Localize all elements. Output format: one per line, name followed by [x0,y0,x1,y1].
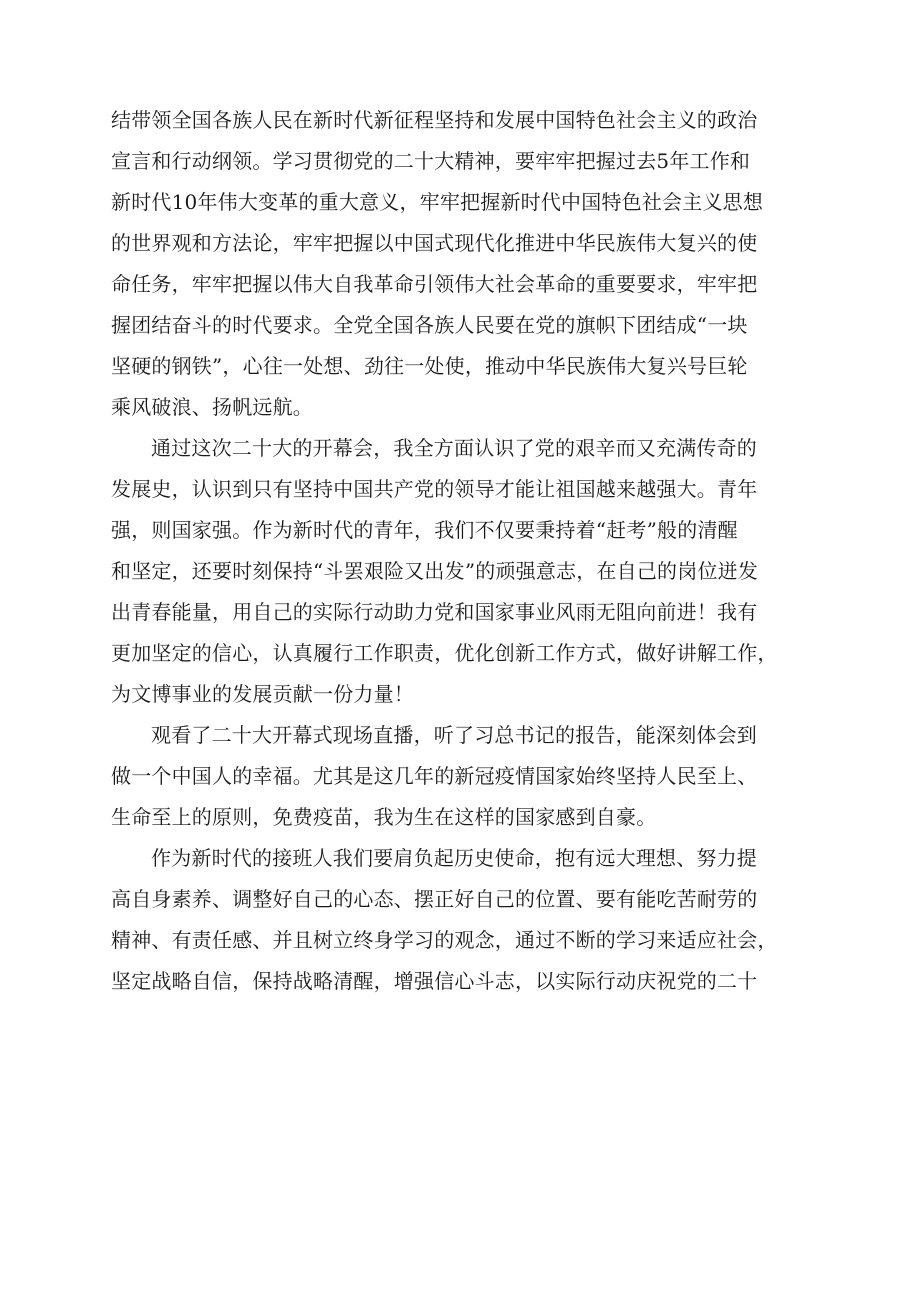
document-body [111,100,801,1002]
line: 坚硬的钢铁”，心往一处想、劲往一处使，推动中华民族伟大复兴号巨轮 [111,354,748,378]
line: 结带领全国各族人民在新时代新征程坚持和发展中国特色社会主义的政治 [111,108,758,132]
paragraph-1 [111,100,801,428]
paragraph-4 [111,838,801,1002]
line: 发展史，认识到只有坚持中国共产党的领导才能让祖国越来越强大。青年 [111,477,758,501]
paragraph-3 [111,715,801,838]
line: 坚定战略自信，保持战略清醒，增强信心斗志，以实际行动庆祝党的二十 [111,969,758,993]
line: 出青春能量，用自己的实际行动助力党和国家事业风雨无阻向前进！我有 [111,600,758,624]
line: 强，则国家强。作为新时代的青年，我们不仅要秉持着“赶考”般的清醒 [111,518,738,542]
line: 宣言和行动纲领。学习贯彻党的二十大精神，要牢牢把握过去5年工作和 [111,149,751,173]
line: 生命至上的原则，免费疫苗，我为生在这样的国家感到自豪。 [111,805,657,829]
line: 高自身素养、调整好自己的心态、摆正好自己的位置、要有能吃苦耐劳的 [111,887,758,911]
line: 的世界观和方法论，牢牢把握以中国式现代化推进中华民族伟大复兴的使 [111,231,758,255]
line: 精神、有责任感、并且树立终身学习的观念，通过不断的学习来适应社会， [111,928,778,952]
line: 做一个中国人的幸福。尤其是这几年的新冠疫情国家始终坚持人民至上、 [111,764,758,788]
line: 握团结奋斗的时代要求。全党全国各族人民要在党的旗帜下团结成“一块 [111,313,748,337]
line: 乘风破浪、扬帆远航。 [111,395,313,419]
line: 作为新时代的接班人我们要肩负起历史使命，抱有远大理想、努力提 [151,846,757,870]
line: 命任务，牢牢把握以伟大自我革命引领伟大社会革命的重要要求，牢牢把 [111,272,758,296]
line: 新时代10年伟大变革的重大意义，牢牢把握新时代中国特色社会主义思想 [111,190,764,214]
line: 更加坚定的信心，认真履行工作职责，优化创新工作方式，做好讲解工作， [111,641,778,665]
line: 观看了二十大开幕式现场直播，听了习总书记的报告，能深刻体会到 [151,723,757,747]
line: 为文博事业的发展贡献一份力量！ [111,682,414,706]
line: 和坚定，还要时刻保持“斗罢艰险又出发”的顽强意志，在自己的岗位迸发 [111,559,759,583]
line: 通过这次二十大的开幕会，我全方面认识了党的艰辛而又充满传奇的 [151,436,757,460]
paragraph-2 [111,428,801,715]
